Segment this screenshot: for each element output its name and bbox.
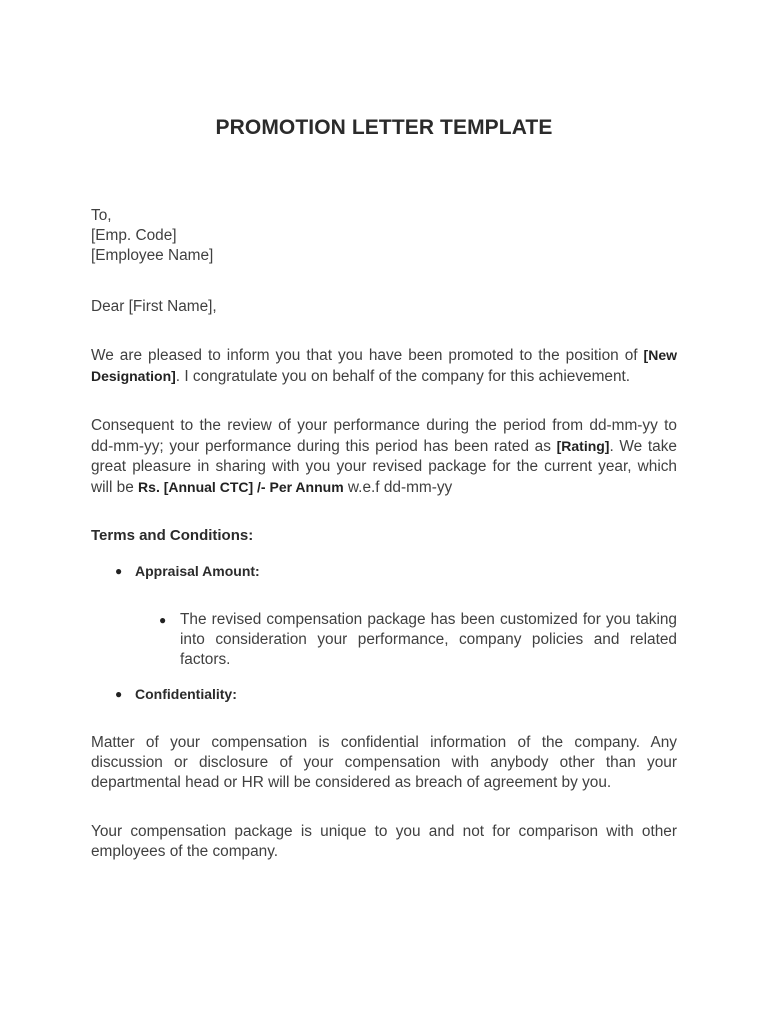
paragraph-promotion-text-a: We are pleased to inform you that you have been promoted to the position of [91,347,644,364]
address-emp-name: [Employee Name] [91,247,214,264]
bullet-icon: ● [115,687,123,701]
salutation: Dear [First Name], [91,298,217,315]
bullet-icon: ● [159,613,167,627]
letter-body [91,206,677,862]
recipient-address [91,206,677,266]
paragraph-promotion [91,345,677,387]
appraisal-amount-label: Appraisal Amount: [135,563,260,579]
confidentiality-label: Confidentiality: [135,686,237,702]
bullet-appraisal-amount [91,561,677,581]
paragraph-performance-text-c: w.e.f dd-mm-yy [343,479,453,496]
appraisal-detail-text: The revised compensation package has been customized for you taking into consideration your performance, company policies and related factors. [180,611,677,668]
document-title: PROMOTION LETTER TEMPLATE [215,116,553,139]
paragraph-performance [91,416,677,498]
annual-ctc-placeholder: Rs. [Annual CTC] /- Per Annum [138,479,344,495]
paragraph-confidential-info: Matter of your compensation is confidential information of the company. Any discussion or disclosure of your compensation with anybody other than your departmental head or HR will be considered as breach of agreement by you. [91,734,677,791]
address-emp-code: [Emp. Code] [91,227,177,244]
paragraph-unique-package: Your compensation package is unique to you and not for comparison with other employees of the company. [91,823,677,860]
paragraph-performance-text-a: Consequent to the review of your performance during the period from dd-mm-yy to dd-mm-yy; your performance during this period has been rated as [91,417,677,455]
rating-placeholder: [Rating] [556,438,610,454]
bullet-confidentiality [91,684,677,704]
bullet-icon: ● [115,564,123,578]
terms-heading: Terms and Conditions: [91,527,254,544]
address-to: To, [91,207,112,224]
paragraph-performance-text-b: . We take great pleasure in sharing with you your revised package for the current year, which will be [91,438,677,496]
paragraph-promotion-text-b: . I congratulate you on behalf of the company for this achievement. [175,368,631,385]
new-designation-placeholder: [New Designation] [91,347,677,384]
bullet-appraisal-detail [91,610,677,670]
